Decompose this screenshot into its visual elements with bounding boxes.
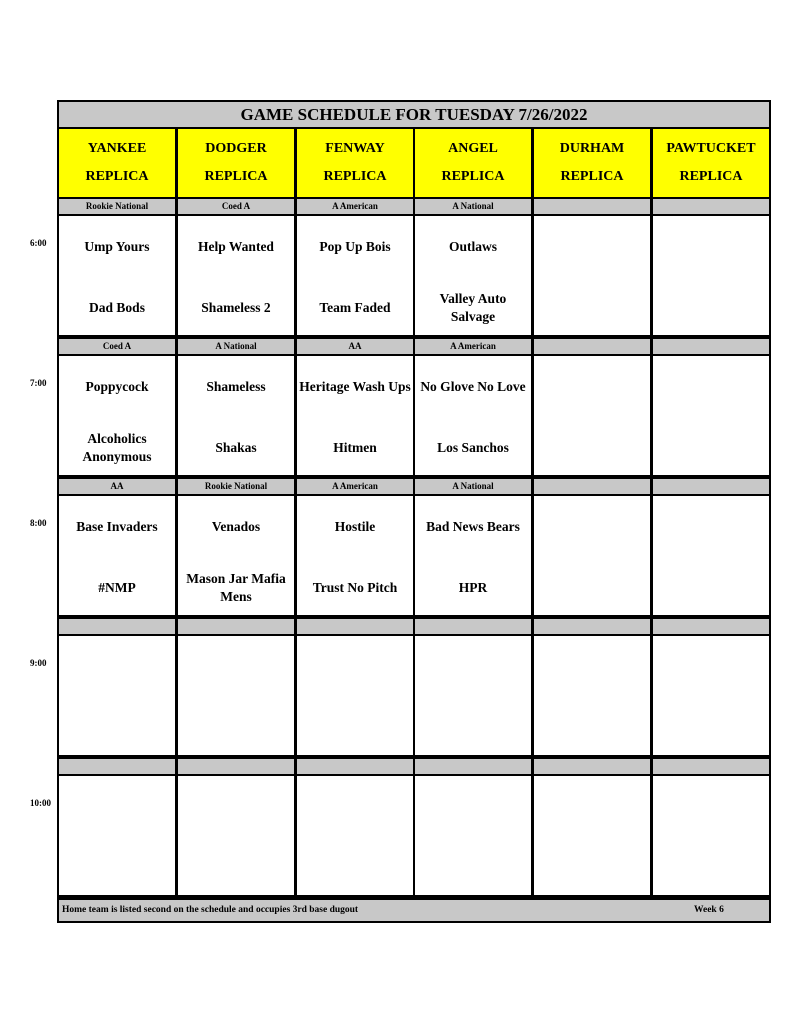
division-label <box>415 619 531 634</box>
division-label: A American <box>415 339 531 354</box>
division-label <box>653 759 769 774</box>
time-label: 10:00 <box>30 798 51 808</box>
home-team <box>534 844 650 892</box>
division-label: A National <box>178 339 294 354</box>
division-label: A American <box>297 479 413 494</box>
away-team: No Glove No Love <box>420 379 526 394</box>
home-team: Team Faded <box>319 300 391 315</box>
home-team <box>534 704 650 752</box>
park-header <box>415 129 531 197</box>
park-header <box>653 129 769 197</box>
game-cell <box>59 216 175 335</box>
park-header <box>178 129 294 197</box>
footer-note: Home team is listed second on the schedule and occupies 3rd base dugout <box>62 905 359 915</box>
schedule-footer <box>59 900 769 921</box>
division-label <box>653 199 769 214</box>
home-team: Shakas <box>215 440 257 455</box>
home-team: Dad Bods <box>89 300 145 315</box>
park-type: REPLICA <box>679 169 743 184</box>
home-team: Los Sanchos <box>437 440 509 455</box>
home-team: Alcoholics Anonymous <box>82 431 152 464</box>
division-label <box>534 479 650 494</box>
park-name: DODGER <box>205 141 267 156</box>
home-team <box>415 844 531 892</box>
home-team <box>297 844 413 892</box>
division-label: Rookie National <box>178 479 294 494</box>
game-cell <box>534 636 650 755</box>
game-cell <box>534 776 650 895</box>
division-label: AA <box>297 339 413 354</box>
division-label: A American <box>297 199 413 214</box>
away-team <box>534 786 650 828</box>
division-label <box>297 619 413 634</box>
away-team <box>534 646 650 688</box>
schedule-sheet <box>57 100 771 923</box>
park-type: REPLICA <box>323 169 387 184</box>
week-label: Week 6 <box>694 905 724 915</box>
home-team <box>59 844 175 892</box>
game-cell <box>415 356 531 475</box>
game-cell <box>178 216 294 335</box>
park-name: FENWAY <box>325 141 385 156</box>
division-label: Coed A <box>59 339 175 354</box>
game-cell <box>415 636 531 755</box>
home-team <box>534 564 650 612</box>
division-label <box>178 619 294 634</box>
home-team: Hitmen <box>333 440 377 455</box>
game-cell <box>59 356 175 475</box>
away-team: Help Wanted <box>198 239 274 254</box>
home-team: #NMP <box>98 580 136 595</box>
park-name: DURHAM <box>559 141 625 156</box>
away-team: Pop Up Bois <box>319 239 391 254</box>
home-team <box>415 704 531 752</box>
home-team <box>653 284 769 332</box>
division-label <box>415 759 531 774</box>
park-type: REPLICA <box>441 169 505 184</box>
home-team <box>178 704 294 752</box>
away-team: Shameless <box>206 379 266 394</box>
away-team: Outlaws <box>448 239 497 254</box>
home-team: Shameless 2 <box>201 300 271 315</box>
park-header <box>297 129 413 197</box>
home-team: HPR <box>458 580 488 595</box>
away-team: Hostile <box>334 519 376 534</box>
division-label <box>59 759 175 774</box>
away-team <box>653 506 769 548</box>
park-type: REPLICA <box>85 169 149 184</box>
division-label: AA <box>59 479 175 494</box>
home-team <box>653 424 769 472</box>
game-cell <box>415 776 531 895</box>
away-team: Bad News Bears <box>426 519 520 534</box>
game-cell <box>297 216 413 335</box>
away-team <box>653 646 769 688</box>
home-team <box>297 704 413 752</box>
away-team <box>59 786 175 828</box>
away-team <box>653 366 769 408</box>
division-label <box>534 759 650 774</box>
game-cell <box>534 356 650 475</box>
park-header <box>59 129 175 197</box>
home-team <box>59 704 175 752</box>
home-team: Trust No Pitch <box>312 580 398 595</box>
home-team: Mason Jar Mafia Mens <box>186 571 286 604</box>
away-team: Base Invaders <box>76 519 158 534</box>
division-label: Rookie National <box>59 199 175 214</box>
division-label <box>59 619 175 634</box>
game-cell <box>653 636 769 755</box>
away-team <box>534 366 650 408</box>
division-label <box>653 479 769 494</box>
game-cell <box>178 496 294 615</box>
away-team: Heritage Wash Ups <box>299 379 411 394</box>
away-team <box>415 786 531 828</box>
division-label <box>297 759 413 774</box>
away-team: Venados <box>211 519 261 534</box>
game-cell <box>653 216 769 335</box>
away-team <box>59 646 175 688</box>
schedule-title: GAME SCHEDULE FOR TUESDAY 7/26/2022 <box>59 102 769 127</box>
time-label: 8:00 <box>30 518 47 528</box>
game-cell <box>178 776 294 895</box>
away-team <box>297 786 413 828</box>
game-cell <box>297 496 413 615</box>
away-team <box>534 506 650 548</box>
division-label <box>653 339 769 354</box>
game-cell <box>178 356 294 475</box>
away-team <box>178 786 294 828</box>
park-header <box>534 129 650 197</box>
home-team <box>178 844 294 892</box>
time-label: 7:00 <box>30 378 47 388</box>
division-label <box>534 619 650 634</box>
away-team <box>653 226 769 268</box>
division-label: A National <box>415 199 531 214</box>
game-cell <box>59 636 175 755</box>
game-cell <box>534 216 650 335</box>
away-team <box>415 646 531 688</box>
park-type: REPLICA <box>560 169 624 184</box>
home-team <box>653 564 769 612</box>
division-label: A National <box>415 479 531 494</box>
home-team <box>653 844 769 892</box>
game-cell <box>59 776 175 895</box>
division-label <box>653 619 769 634</box>
game-cell <box>297 636 413 755</box>
game-cell <box>59 496 175 615</box>
away-team <box>178 646 294 688</box>
park-name: ANGEL <box>448 141 498 156</box>
game-cell <box>534 496 650 615</box>
away-team <box>534 226 650 268</box>
division-label <box>534 199 650 214</box>
game-cell <box>178 636 294 755</box>
division-label <box>534 339 650 354</box>
time-label: 6:00 <box>30 238 47 248</box>
away-team <box>297 646 413 688</box>
game-cell <box>297 356 413 475</box>
game-cell <box>415 496 531 615</box>
home-team: Valley Auto Salvage <box>439 291 507 324</box>
home-team <box>534 424 650 472</box>
game-cell <box>415 216 531 335</box>
time-label: 9:00 <box>30 658 47 668</box>
game-cell <box>297 776 413 895</box>
game-cell <box>653 356 769 475</box>
away-team <box>653 786 769 828</box>
division-label <box>178 759 294 774</box>
game-cell <box>653 776 769 895</box>
park-name: PAWTUCKET <box>666 141 756 156</box>
home-team <box>534 284 650 332</box>
away-team: Poppycock <box>85 379 149 394</box>
home-team <box>653 704 769 752</box>
away-team: Ump Yours <box>84 239 150 254</box>
park-type: REPLICA <box>204 169 268 184</box>
game-cell <box>653 496 769 615</box>
division-label: Coed A <box>178 199 294 214</box>
park-name: YANKEE <box>87 141 147 156</box>
